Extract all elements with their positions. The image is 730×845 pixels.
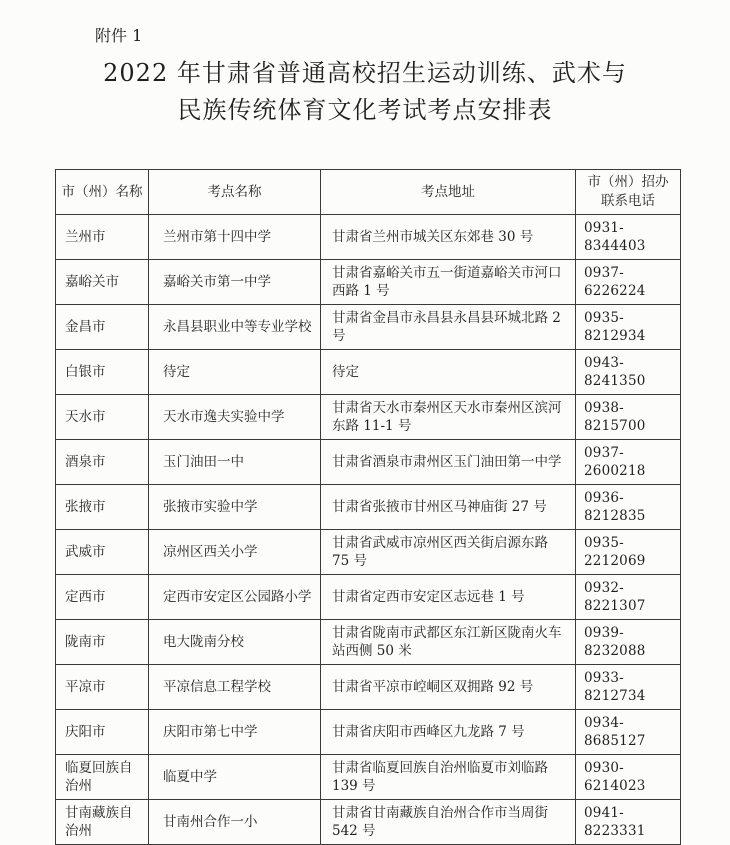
cell-city: 武威市 <box>56 530 149 575</box>
page-title-line2: 民族传统体育文化考试考点安排表 <box>177 96 553 124</box>
cell-address: 待定 <box>321 350 576 395</box>
table-row <box>56 530 681 575</box>
cell-phone: 0930-6214023 <box>576 755 681 800</box>
cell-phone: 0941-8223331 <box>576 800 681 845</box>
cell-address: 甘肃省陇南市武都区东江新区陇南火车站西侧 50 米 <box>321 620 576 665</box>
cell-site: 定西市安定区公园路小学 <box>149 575 321 620</box>
cell-city: 平凉市 <box>56 665 149 710</box>
cell-address: 甘肃省庆阳市西峰区九龙路 7 号 <box>321 710 576 755</box>
cell-address: 甘肃省张掖市甘州区马神庙街 27 号 <box>321 485 576 530</box>
cell-site: 待定 <box>149 350 321 395</box>
cell-site: 嘉峪关市第一中学 <box>149 260 321 305</box>
cell-phone: 0931-8344403 <box>576 215 681 260</box>
cell-address: 甘肃省定西市安定区志远巷 1 号 <box>321 575 576 620</box>
cell-phone: 0934-8685127 <box>576 710 681 755</box>
column-header-city: 市（州）名称 <box>56 170 149 215</box>
cell-site: 平凉信息工程学校 <box>149 665 321 710</box>
table-row <box>56 665 681 710</box>
cell-phone: 0939-8232088 <box>576 620 681 665</box>
cell-address: 甘肃省兰州市城关区东郊巷 30 号 <box>321 215 576 260</box>
cell-site: 玉门油田一中 <box>149 440 321 485</box>
cell-phone: 0937-6226224 <box>576 260 681 305</box>
cell-phone: 0936-8212835 <box>576 485 681 530</box>
page-title-line1: 2022 年甘肃省普通高校招生运动训练、武术与 <box>103 59 627 87</box>
cell-address: 甘肃省金昌市永昌县永昌县环城北路 2 号 <box>321 305 576 350</box>
cell-site: 甘南州合作一小 <box>149 800 321 845</box>
column-header-site: 考点名称 <box>149 170 321 215</box>
cell-address: 甘肃省酒泉市肃州区玉门油田第一中学 <box>321 440 576 485</box>
table-row <box>56 395 681 440</box>
cell-city: 庆阳市 <box>56 710 149 755</box>
attachment-label: 附件 1 <box>95 26 143 45</box>
table-row <box>56 620 681 665</box>
table-row <box>56 485 681 530</box>
table-row <box>56 710 681 755</box>
cell-city: 甘南藏族自治州 <box>56 800 149 845</box>
table-row <box>56 260 681 305</box>
exam-sites-table <box>55 169 681 845</box>
table-row <box>56 215 681 260</box>
cell-phone: 0932-8221307 <box>576 575 681 620</box>
cell-city: 金昌市 <box>56 305 149 350</box>
cell-address: 甘肃省平凉市崆峒区双拥路 92 号 <box>321 665 576 710</box>
cell-phone: 0935-8212934 <box>576 305 681 350</box>
cell-site: 永昌县职业中等专业学校 <box>149 305 321 350</box>
cell-city: 临夏回族自治州 <box>56 755 149 800</box>
cell-phone: 0937-2600218 <box>576 440 681 485</box>
cell-city: 酒泉市 <box>56 440 149 485</box>
cell-phone: 0933-8212734 <box>576 665 681 710</box>
table-row <box>56 755 681 800</box>
cell-city: 定西市 <box>56 575 149 620</box>
cell-address: 甘肃省甘南藏族自治州合作市当周街 542 号 <box>321 800 576 845</box>
table-body <box>56 215 681 845</box>
page-title <box>0 55 730 129</box>
cell-city: 嘉峪关市 <box>56 260 149 305</box>
cell-site: 兰州市第十四中学 <box>149 215 321 260</box>
cell-site: 临夏中学 <box>149 755 321 800</box>
table-row <box>56 575 681 620</box>
cell-phone: 0943-8241350 <box>576 350 681 395</box>
cell-site: 凉州区西关小学 <box>149 530 321 575</box>
cell-city: 兰州市 <box>56 215 149 260</box>
cell-city: 陇南市 <box>56 620 149 665</box>
cell-site: 张掖市实验中学 <box>149 485 321 530</box>
cell-address: 甘肃省天水市秦州区天水市秦州区滨河东路 11-1 号 <box>321 395 576 440</box>
cell-phone: 0938-8215700 <box>576 395 681 440</box>
cell-city: 张掖市 <box>56 485 149 530</box>
cell-address: 甘肃省嘉峪关市五一街道嘉峪关市河口西路 1 号 <box>321 260 576 305</box>
cell-site: 天水市逸夫实验中学 <box>149 395 321 440</box>
table-row <box>56 800 681 845</box>
cell-address: 甘肃省武威市凉州区西关街启源东路 75 号 <box>321 530 576 575</box>
column-header-address: 考点地址 <box>321 170 576 215</box>
cell-site: 庆阳市第七中学 <box>149 710 321 755</box>
cell-phone: 0935-2212069 <box>576 530 681 575</box>
cell-city: 白银市 <box>56 350 149 395</box>
table-row <box>56 350 681 395</box>
table-row <box>56 440 681 485</box>
document-page <box>0 26 730 839</box>
table-header-row <box>56 170 681 215</box>
cell-city: 天水市 <box>56 395 149 440</box>
column-header-phone: 市（州）招办联系电话 <box>576 170 681 215</box>
cell-address: 甘肃省临夏回族自治州临夏市刘临路 139 号 <box>321 755 576 800</box>
table-row <box>56 305 681 350</box>
cell-site: 电大陇南分校 <box>149 620 321 665</box>
